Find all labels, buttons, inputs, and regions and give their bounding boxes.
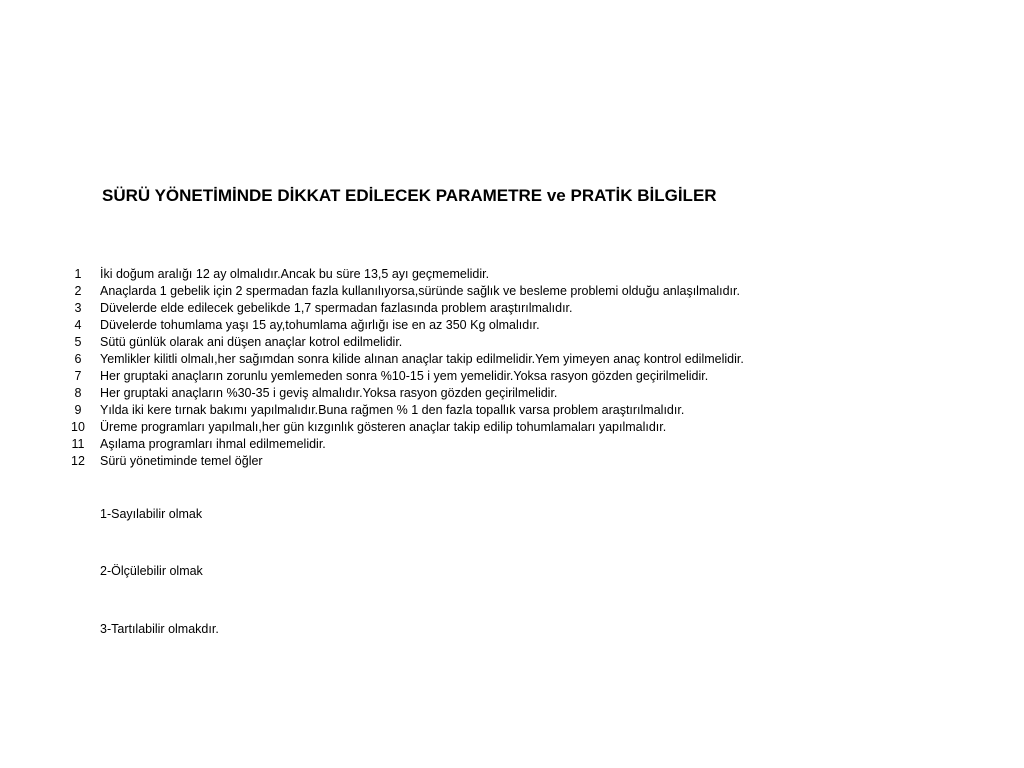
list-item [56,453,956,470]
item-text: Düvelerde tohumlama yaşı 15 ay,tohumlama ağırlığı ise en az 350 Kg olmalıdır. [100,318,540,332]
list-item [56,385,956,402]
sub-item-countable: 1-Sayılabilir olmak [100,507,203,521]
item-text: Düvelerde elde edilecek gebelikde 1,7 spermadan fazlasında problem araştırılmalıdır. [100,301,573,315]
list-item [56,436,956,453]
item-number: 10 [71,420,85,434]
item-number: 7 [74,369,82,383]
item-number: 6 [74,352,82,366]
list-item [56,334,956,351]
item-text: Aşılama programları ihmal edilmemelidir. [100,437,326,451]
item-number: 1 [74,267,82,281]
sub-item-measurable: 2-Ölçülebilir olmak [100,564,203,578]
item-text: Anaçlarda 1 gebelik için 2 spermadan fazla kullanılıyorsa,süründe sağlık ve besleme problemi olduğu anlaşılmalıdır. [100,284,740,298]
list-item [56,317,956,334]
list-item [56,283,956,300]
item-number: 5 [74,335,82,349]
list-item [56,402,956,419]
item-number: 4 [74,318,82,332]
page-title: SÜRÜ YÖNETİMİNDE DİKKAT EDİLECEK PARAMETRE ve PRATİK BİLGİLER [102,186,717,205]
item-number: 3 [74,301,82,315]
list-item [56,351,956,368]
item-text: Yemlikler kilitli olmalı,her sağımdan sonra kilide alınan anaçlar takip edilmelidir.Yem yimeyen anaç kontrol edilmelidir. [100,352,744,366]
item-text: Sütü günlük olarak ani düşen anaçlar kotrol edilmelidir. [100,335,403,349]
item-text: Sürü yönetiminde temel öğler [100,454,263,468]
item-number: 12 [71,454,85,468]
item-number: 8 [74,386,82,400]
item-text: Yılda iki kere tırnak bakımı yapılmalıdır.Buna rağmen % 1 den fazla topallık varsa problem araştırılmalıdır. [100,403,685,417]
list-item [56,266,956,283]
list-item [56,300,956,317]
item-text: Her gruptaki anaçların zorunlu yemlemeden sonra %10-15 i yem yemelidir.Yoksa rasyon gözden geçirilmelidir. [100,369,709,383]
item-text: Üreme programları yapılmalı,her gün kızgınlık gösteren anaçlar takip edilip tohumlamaları yapılmalıdır. [100,420,667,434]
parameter-list [56,266,956,470]
list-item [56,419,956,436]
item-number: 9 [74,403,82,417]
list-item [56,368,956,385]
item-text: Her gruptaki anaçların %30-35 i geviş almalıdır.Yoksa rasyon gözden geçirilmelidir. [100,386,558,400]
item-text: İki doğum aralığı 12 ay olmalıdır.Ancak bu süre 13,5 ayı geçmemelidir. [100,267,490,281]
item-number: 2 [74,284,82,298]
item-number: 11 [71,437,85,451]
sub-item-weighable: 3-Tartılabilir olmakdır. [100,622,219,636]
